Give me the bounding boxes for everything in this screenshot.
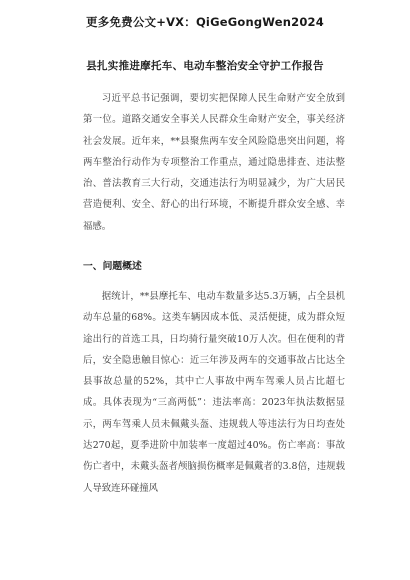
document-title: 县扎实推进摩托车、电动车整治安全守护工作报告: [86, 60, 324, 72]
intro-paragraph: 习近平总书记强调，要切实把保障人民生命财产安全放到第一位。道路交通安全事关人民群众生命财产安全，事关经济社会发展。近年来，**县聚焦两车安全风险隐患突出问题，将两车整治行动作为专项整治工作重点，通过隐患排查、违法整治、普法教育三大行动，交通违法行为明显减少，为广大居民营造便利、安全、舒心的出行环境，不断提升群众安全感、幸福感。: [83, 93, 345, 232]
promo-header: 更多免费公文+VX：QiGeGongWen2024: [86, 15, 324, 29]
statistics-paragraph: 据统计，**县摩托车、电动车数量多达5.3万辆，占全县机动车总量的68%。这类车辆因成本低、灵活便捷，成为群众短途出行的首选工具，日均骑行量突破10万人次。但在便利的背后，安全隐患触目惊心：近三年涉及两车的交通事故占比达全县事故总量的52%，其中亡人事故中两车驾乘人员占比超七成。具体表现为“三高两低”：违法率高：2023年执法数据显示，两车驾乘人员未佩戴头盔、违规载人等违法行为日均查处达270起，夏季进阶中加装率一度超过40%。伤亡率高：事故伤亡者中，未戴头盔者颅脑损伤概率是佩戴者的3.8倍，违规载人导致连环碰撞风: [83, 291, 345, 494]
section-heading-problem-overview: 一、问题概述: [83, 261, 142, 272]
